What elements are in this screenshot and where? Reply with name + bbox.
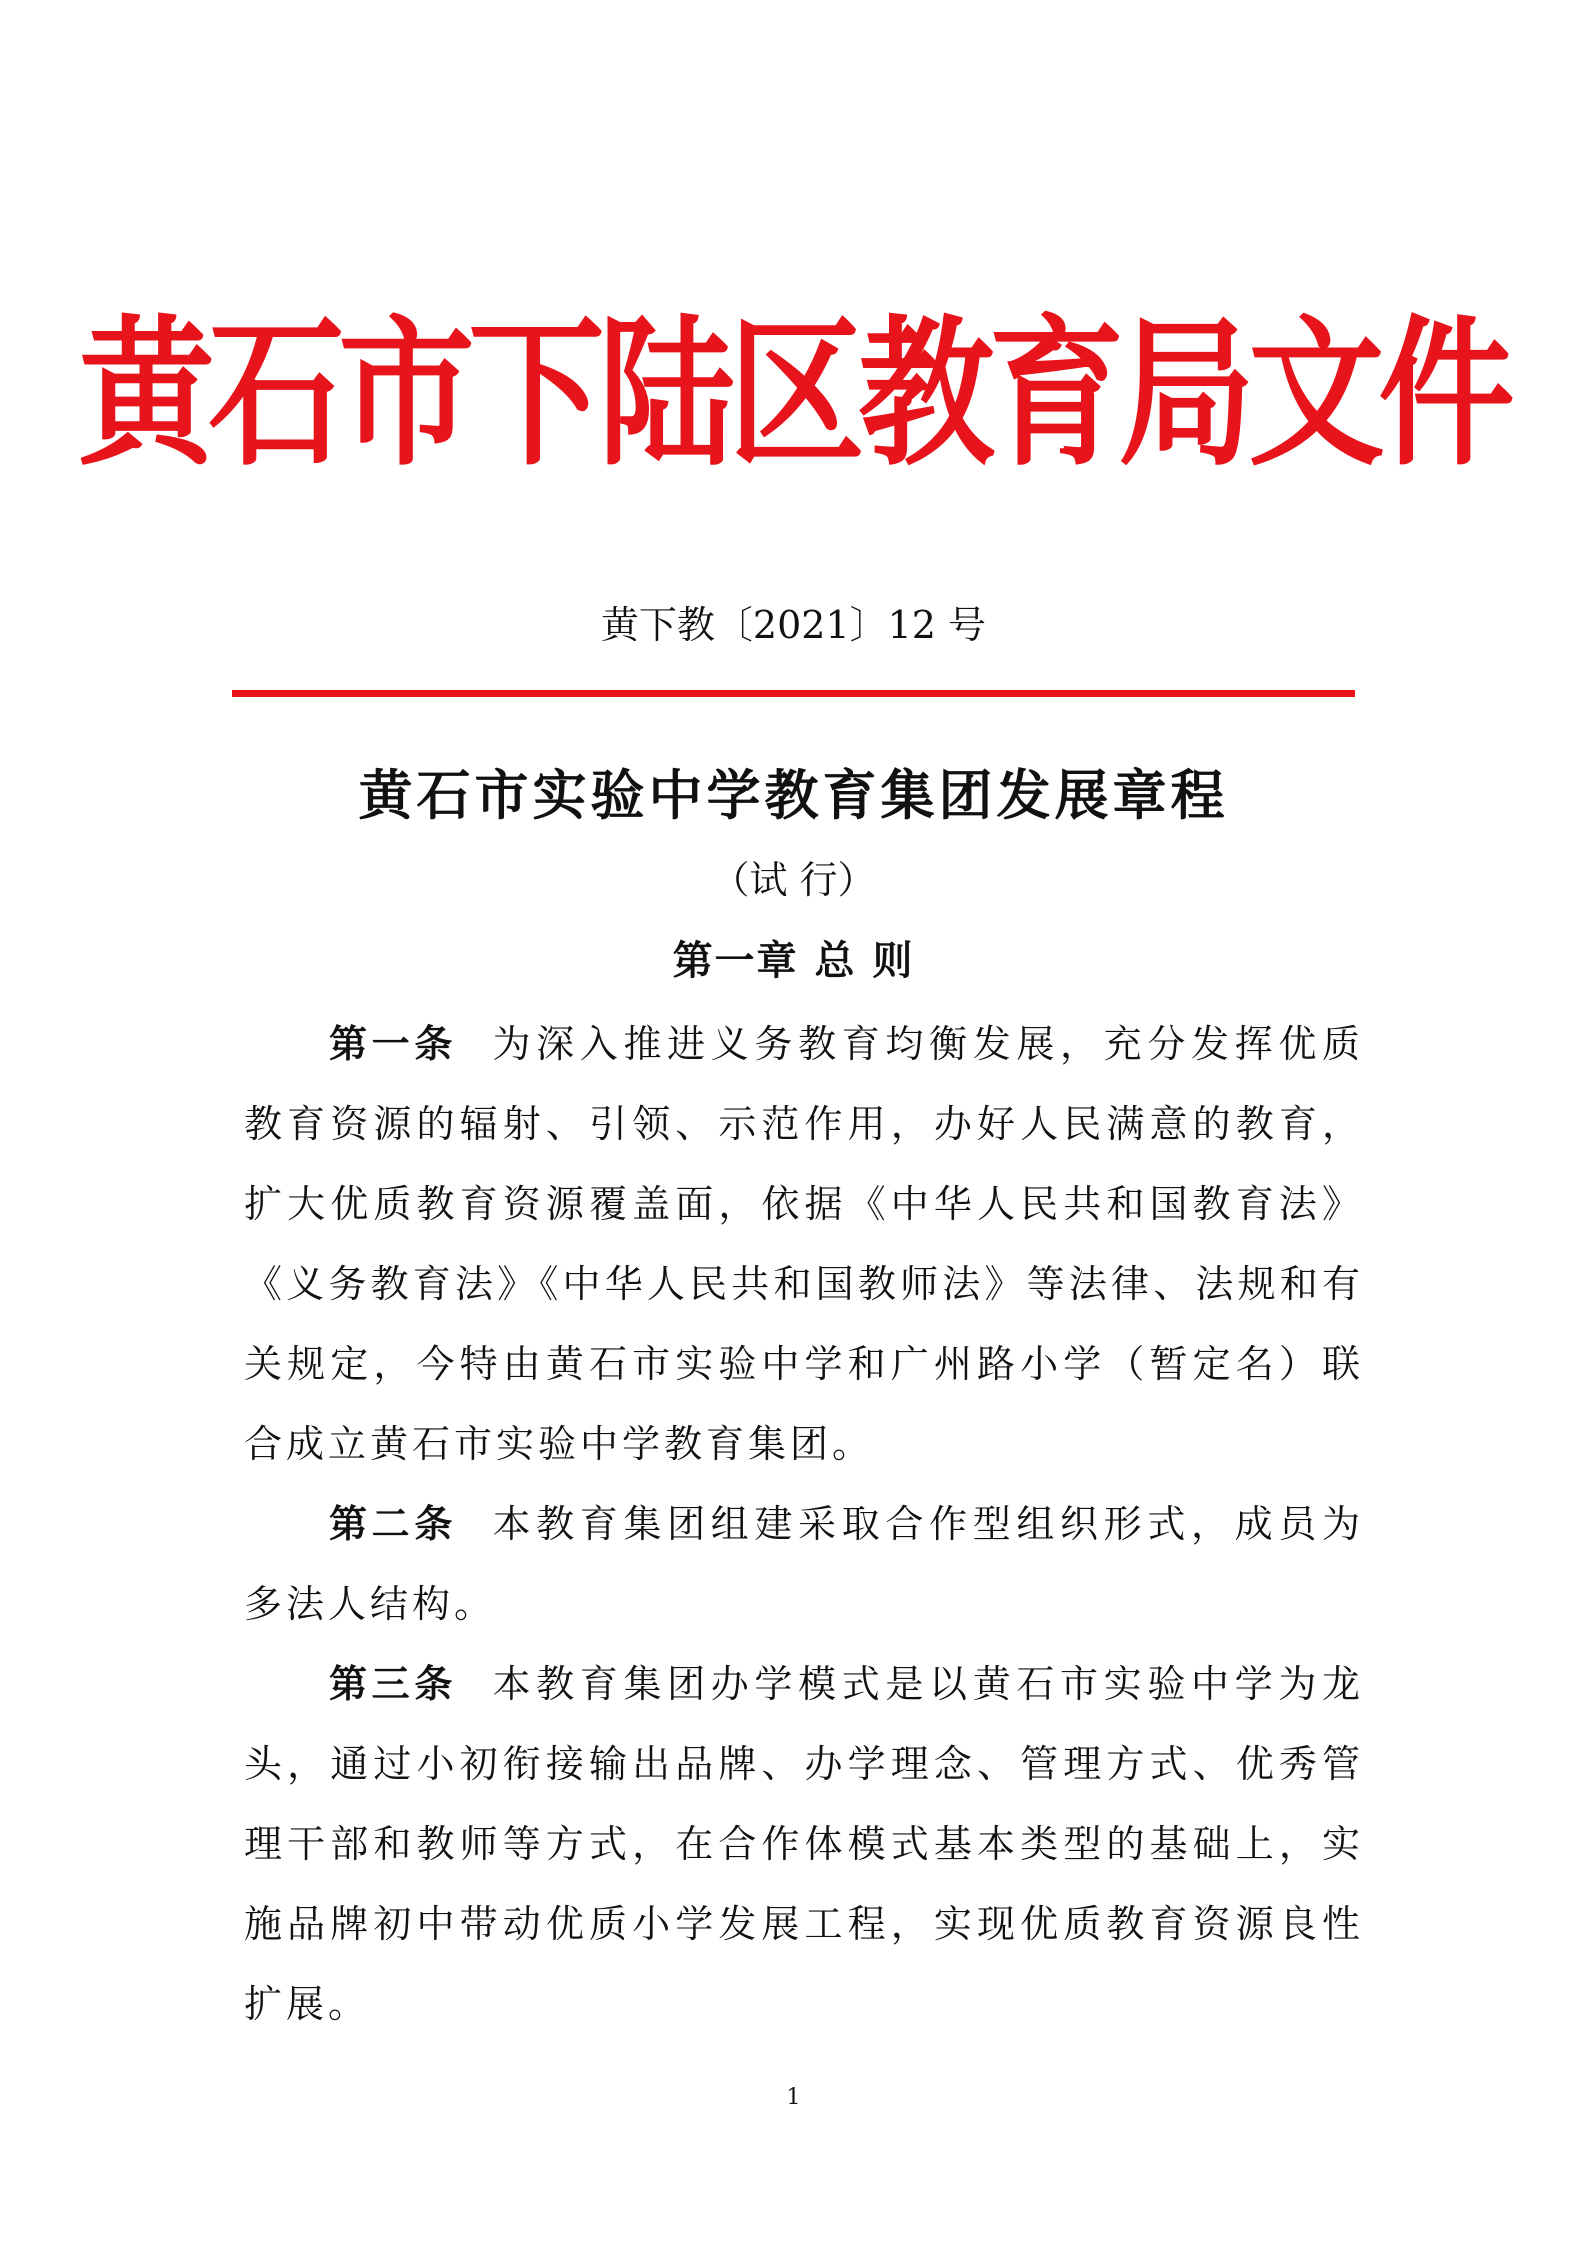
article-label: 第一条 [329, 1022, 457, 1066]
article-text: 本教育集团办学模式是以黄石市实验中学为龙头，通过小初衔接输出品牌、办学理念、管理方式、优秀管理干部和教师等方式，在合作体模式基本类型的基础上，实施品牌初中带动优质小学发展工程，实现优质教育资源良性扩展。 [244, 1662, 1364, 2026]
article-2 [244, 1484, 1364, 1644]
red-divider-rule [232, 690, 1355, 697]
document-body [244, 1004, 1364, 2044]
article-label: 第二条 [329, 1502, 457, 1546]
article-label: 第三条 [329, 1662, 457, 1706]
article-text: 本教育集团组建采取合作型组织形式，成员为多法人结构。 [244, 1502, 1364, 1626]
document-title: 黄石市实验中学教育集团发展章程 [358, 763, 1229, 827]
page-number: 1 [786, 2085, 801, 2110]
article-1 [244, 1004, 1364, 1484]
document-number: 黄下教〔2021〕12 号 [600, 603, 987, 647]
document-subtitle: （试 行） [711, 858, 876, 902]
article-3 [244, 1644, 1364, 2044]
chapter-heading: 第一章 总 则 [672, 938, 915, 984]
masthead-title: 黄石市下陆区教育局文件 [78, 302, 1509, 489]
article-text: 为深入推进义务教育均衡发展，充分发挥优质教育资源的辐射、引领、示范作用，办好人民满意的教育，扩大优质教育资源覆盖面，依据《中华人民共和国教育法》《义务教育法》《中华人民共和国教师法》等法律、法规和有关规定，今特由黄石市实验中学和广州路小学（暂定名）联合成立黄石市实验中学教育集团。 [244, 1022, 1364, 1466]
